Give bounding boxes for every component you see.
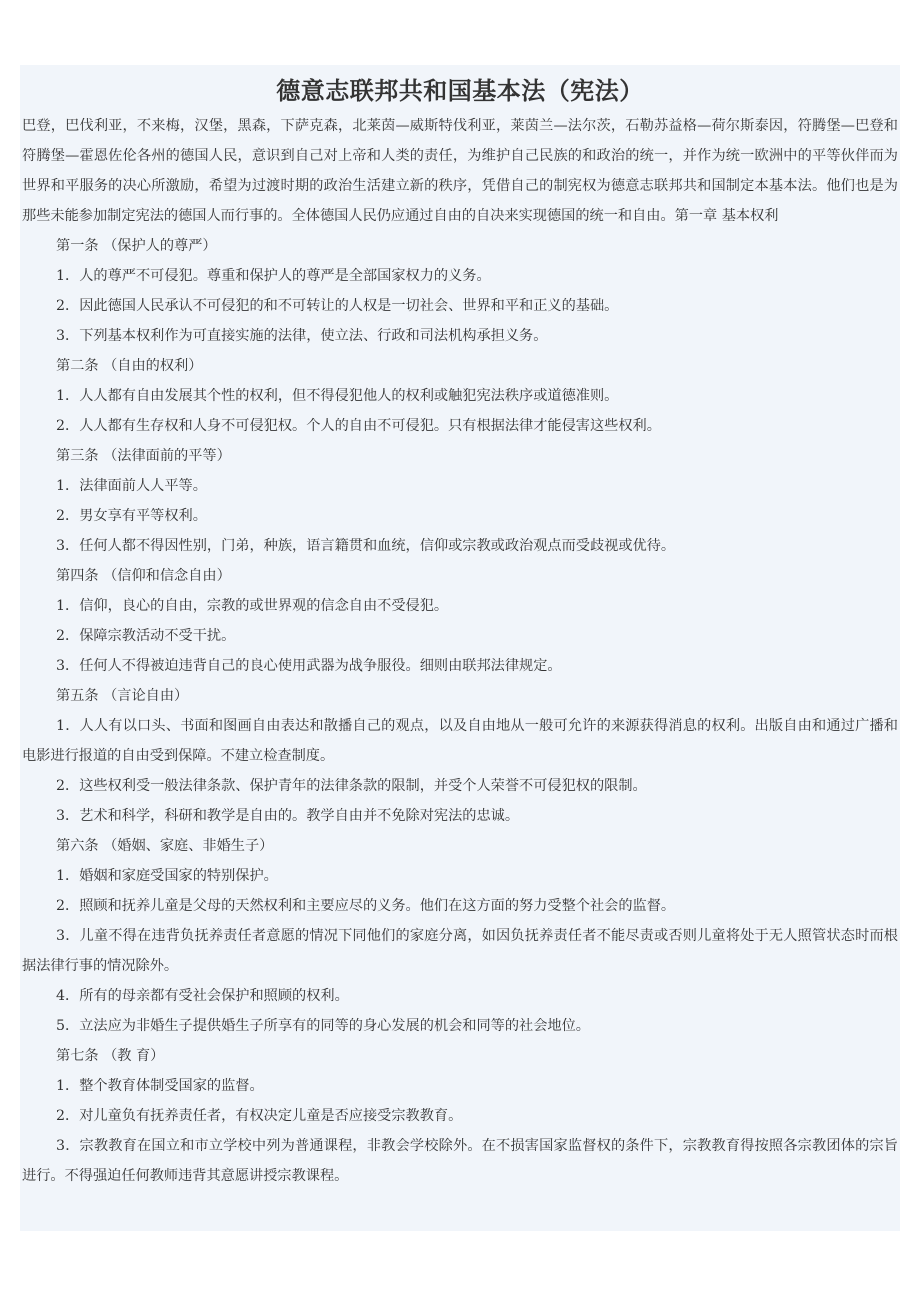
document-paragraph: 3．儿童不得在违背负抚养责任者意愿的情况下同他们的家庭分离，如因负抚养责任者不能尽责或否则儿童将处于无人照管状态时而根据法律行事的情况除外。 bbox=[22, 928, 898, 974]
document-paragraph: 2．这些权利受一般法律条款、保护青年的法律条款的限制，并受个人荣誉不可侵犯权的限制。 bbox=[56, 778, 647, 794]
document-paragraph: 巴登，巴伐利亚，不来梅，汉堡，黑森，下萨克森，北莱茵—威斯特伐利亚，莱茵兰—法尔茨，石勒苏益格—荷尔斯泰因，符腾堡—巴登和符腾堡—霍恩佐伦各州的德国人民，意识到自己对上帝和人类的责任，为维护自己民族的和政治的统一，并作为统一欧洲中的平等伙伴而为世界和平服务的决心所激励，希望为过渡时期的政治生活建立新的秩序，凭借自己的制宪权为德意志联邦共和国制定本基本法。他们也是为那些未能参加制定宪法的德国人而行事的。全体德国人民仍应通过自由的自决来实现德国的统一和自由。第一章 基本权利 bbox=[22, 118, 898, 224]
document-paragraph: 5．立法应为非婚生子提供婚生子所享有的同等的身心发展的机会和同等的社会地位。 bbox=[56, 1018, 590, 1034]
document-paragraph: 2．因此德国人民承认不可侵犯的和不可转让的人权是一切社会、世界和平和正义的基础。 bbox=[56, 298, 619, 314]
document-paragraph: 2．照顾和抚养儿童是父母的天然权利和主要应尽的义务。他们在这方面的努力受整个社会的监督。 bbox=[56, 898, 676, 914]
document-paragraph: 1．婚姻和家庭受国家的特别保护。 bbox=[56, 868, 278, 884]
document-paragraph: 3．艺术和科学，科研和教学是自由的。教学自由并不免除对宪法的忠诚。 bbox=[56, 808, 520, 824]
document-paragraph: 第五条 （言论自由） bbox=[56, 688, 189, 704]
document-paragraph: 4．所有的母亲都有受社会保护和照顾的权利。 bbox=[56, 988, 349, 1004]
document-paragraph: 第四条 （信仰和信念自由） bbox=[56, 568, 231, 584]
document-paragraph: 2．男女享有平等权利。 bbox=[56, 508, 207, 524]
document-paragraph: 3．任何人不得被迫违背自己的良心使用武器为战争服役。细则由联邦法律规定。 bbox=[56, 658, 562, 674]
document-paragraph: 2．人人都有生存权和人身不可侵犯权。个人的自由不可侵犯。只有根据法律才能侵害这些权利。 bbox=[56, 418, 661, 434]
document-paragraph: 3．下列基本权利作为可直接实施的法律，使立法、行政和司法机构承担义务。 bbox=[56, 328, 548, 344]
document-paragraph: 1．人人有以口头、书面和图画自由表达和散播自己的观点，以及自由地从一般可允许的来源获得消息的权利。出版自由和通过广播和电影进行报道的自由受到保障。不建立检查制度。 bbox=[22, 718, 898, 764]
document-paragraph: 1．信仰，良心的自由，宗教的或世界观的信念自由不受侵犯。 bbox=[56, 598, 449, 614]
document-paragraph: 1．法律面前人人平等。 bbox=[56, 478, 207, 494]
document-paragraph: 第一条 （保护人的尊严） bbox=[56, 238, 217, 254]
document-paragraph: 2．对儿童负有抚养责任者，有权决定儿童是否应接受宗教教育。 bbox=[56, 1108, 463, 1124]
document-paragraph: 第二条 （自由的权利） bbox=[56, 358, 203, 374]
document-paragraph: 2．保障宗教活动不受干扰。 bbox=[56, 628, 236, 644]
document-paragraph: 第三条 （法律面前的平等） bbox=[56, 448, 231, 464]
document-body bbox=[20, 111, 900, 1191]
document-page bbox=[20, 65, 900, 1231]
document-paragraph: 3．宗教教育在国立和市立学校中列为普通课程，非教会学校除外。在不损害国家监督权的条件下，宗教教育得按照各宗教团体的宗旨进行。不得强迫任何教师违背其意愿讲授宗教课程。 bbox=[22, 1138, 898, 1184]
document-title: 德意志联邦共和国基本法（宪法） bbox=[276, 77, 644, 105]
document-paragraph: 1．人人都有自由发展其个性的权利，但不得侵犯他人的权利或触犯宪法秩序或道德准则。 bbox=[56, 388, 619, 404]
document-paragraph: 1．整个教育体制受国家的监督。 bbox=[56, 1078, 264, 1094]
document-paragraph: 第七条 （教 育） bbox=[56, 1048, 165, 1064]
document-paragraph: 1．人的尊严不可侵犯。尊重和保护人的尊严是全部国家权力的义务。 bbox=[56, 268, 491, 284]
document-paragraph: 第六条 （婚姻、家庭、非婚生子） bbox=[56, 838, 274, 854]
document-paragraph: 3．任何人都不得因性别，门弟，种族，语言籍贯和血统，信仰或宗教或政治观点而受歧视或优待。 bbox=[56, 538, 676, 554]
